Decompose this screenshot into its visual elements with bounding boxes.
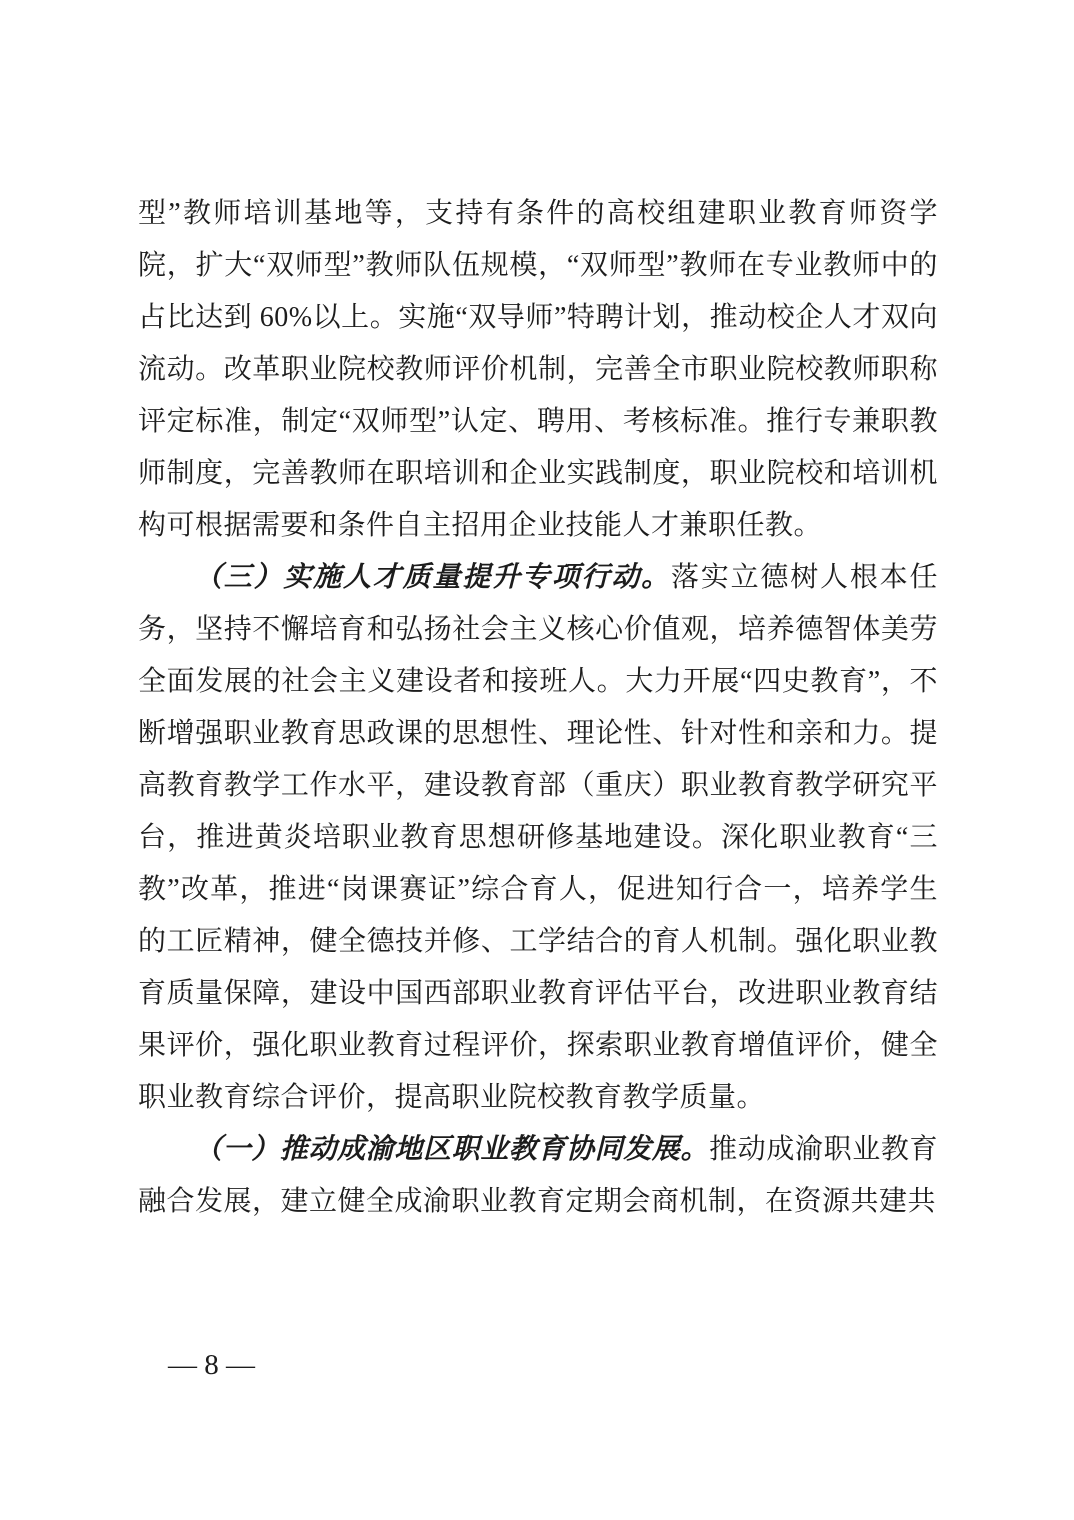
paragraph-item-three-text: 落实立德树人根本任务，坚持不懈培育和弘扬社会主义核心价值观，培养德智体美劳全面发展的社会主义建设者和接班人。大力开展“四史教育”，不断增强职业教育思政课的思想性、理论性、针对性和亲和力。提高教育教学工作水平，建设教育部（重庆）职业教育教学研究平台，推进黄炎培职业教育思想研修基地建设。深化职业教育“三教”改革，推进“岗课赛证”综合育人，促进知行合一，培养学生的工匠精神，健全德技并修、工学结合的育人机制。强化职业教育质量保障，建设中国西部职业教育评估平台，改进职业教育结果评价，强化职业教育过程评价，探索职业教育增值评价，健全职业教育综合评价，提高职业院校教育教学质量。 bbox=[138, 562, 938, 1113]
paragraph-item-one-text: 推动成渝职业教育融合发展，建立健全成渝职业教育定期会商机制，在资源共建共 bbox=[138, 1134, 938, 1217]
paragraph-item-three bbox=[138, 552, 938, 1124]
paragraph-item-one bbox=[138, 1124, 938, 1228]
paragraph-item-one-lead: （一）推动成渝地区职业教育协同发展。 bbox=[194, 1134, 710, 1165]
paragraph-continuation bbox=[138, 188, 938, 552]
paragraph-item-three-lead: （三）实施人才质量提升专项行动。 bbox=[194, 562, 671, 593]
page-number: — 8 — bbox=[168, 1349, 255, 1381]
document-body bbox=[138, 188, 938, 1228]
paragraph-continuation-text: 型”教师培训基地等，支持有条件的高校组建职业教育师资学院，扩大“双师型”教师队伍规模，“双师型”教师在专业教师中的占比达到 60%以上。实施“双导师”特聘计划，推动校企人才双向流动。改革职业院校教师评价机制，完善全市职业院校教师职称评定标准，制定“双师型”认定、聘用、考核标准。推行专兼职教师制度，完善教师在职培训和企业实践制度，职业院校和培训机构可根据需要和条件自主招用企业技能人才兼职任教。 bbox=[138, 198, 938, 541]
